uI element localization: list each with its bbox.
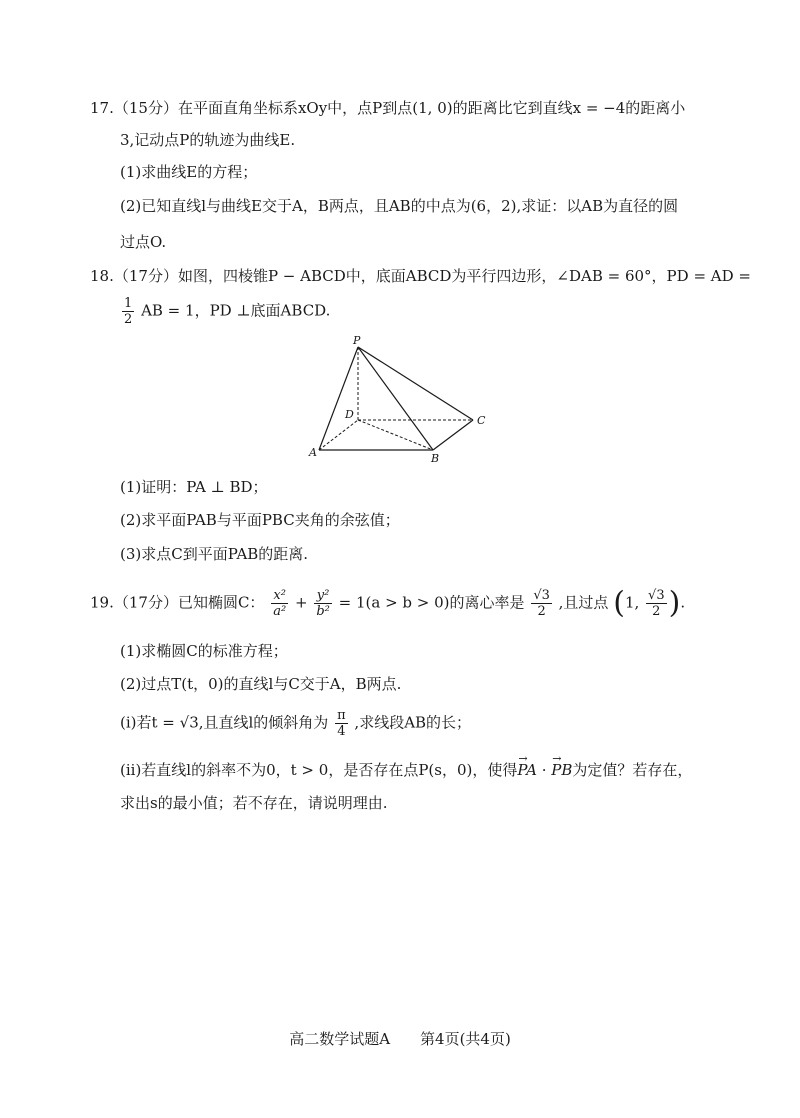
q18-part1: (1)证明：PA ⊥ BD； xyxy=(120,478,268,496)
label-P: P xyxy=(353,334,361,347)
q18-line2 xyxy=(120,296,330,327)
pyramid-figure xyxy=(305,332,495,462)
q17-part2: (2)已知直线l与曲线E交于A，B两点，且AB的中点为(6，2),求证：以AB为直径的圆 xyxy=(120,197,679,215)
q19-part2-ii-cont: 求出s的最小值；若不存在，请说明理由. xyxy=(120,794,388,812)
q19-point-frac: $\frac{√3}{2}$ xyxy=(648,588,665,619)
q18-line2-tail: AB = 1，PD ⊥底面ABCD. xyxy=(141,301,331,320)
q17-part2-cont: 过点O. xyxy=(120,233,167,251)
q18-part2: (2)求平面PAB与平面PBC夹角的余弦值； xyxy=(120,511,400,529)
q19-line1: 19.（17分）已知椭圆C： $\frac{\text{x²}}{\text{a²}}$ + $\frac{\text{y²}}{\text{b²}}$ = 1(a > b > 0)的离心率是 $\frac{√3}{2}$ ,且过点 (1, $\frac{√3}{2}$ ). xyxy=(90,585,686,621)
q19-part2-ii: (ii)若直线l的斜率不为0，t > 0，是否存在点P(s，0)，使得→ PA · → PB为定值？若存在， xyxy=(120,759,692,781)
label-A: A xyxy=(309,446,317,459)
q18-line1: 18.（17分）如图，四棱锥P − ABCD中，底面ABCD为平行四边形，∠DAB = 60°，PD = AD = xyxy=(90,267,751,285)
q18-part3: (3)求点C到平面PAB的距离. xyxy=(120,545,309,563)
page-footer: 高二数学试题A 第4页(共4页) xyxy=(289,1030,511,1048)
vector-PA: → PA xyxy=(517,759,537,781)
q19-pi-frac: $\frac{\pi}{4}$ xyxy=(337,708,346,739)
label-C: C xyxy=(477,414,486,427)
q17-line1: 17.（15分）在平面直角坐标系xOy中，点P到点(1, 0)的距离比它到直线x = −4的距离小 xyxy=(90,99,686,117)
label-D: D xyxy=(345,408,354,421)
vector-PB: → PB xyxy=(551,759,572,781)
q19-eccentricity-frac: $\frac{√3}{2}$ xyxy=(533,588,550,619)
q19-part2-i: (i)若t = √3,且直线l的倾斜角为 $\frac{\pi}{4}$ ,求线段AB的长； xyxy=(120,708,472,739)
q18-fraction: $\frac{1}{2}$ xyxy=(124,296,133,327)
q17-line2: 3,记动点P的轨迹为曲线E. xyxy=(120,131,296,149)
edge-PA xyxy=(319,347,358,450)
label-B: B xyxy=(431,452,440,462)
q17-part1: (1)求曲线E的方程； xyxy=(120,163,258,181)
edge-PC xyxy=(358,347,473,420)
edge-BC xyxy=(433,420,473,450)
q19-x-frac: $\frac{\text{x²}}{\text{a²}}$ xyxy=(273,588,287,619)
q19-y-frac: $\frac{\text{y²}}{\text{b²}}$ xyxy=(316,588,330,619)
q19-part2: (2)过点T(t，0)的直线l与C交于A，B两点. xyxy=(120,675,402,693)
q19-part1: (1)求椭圆C的标准方程； xyxy=(120,642,288,660)
